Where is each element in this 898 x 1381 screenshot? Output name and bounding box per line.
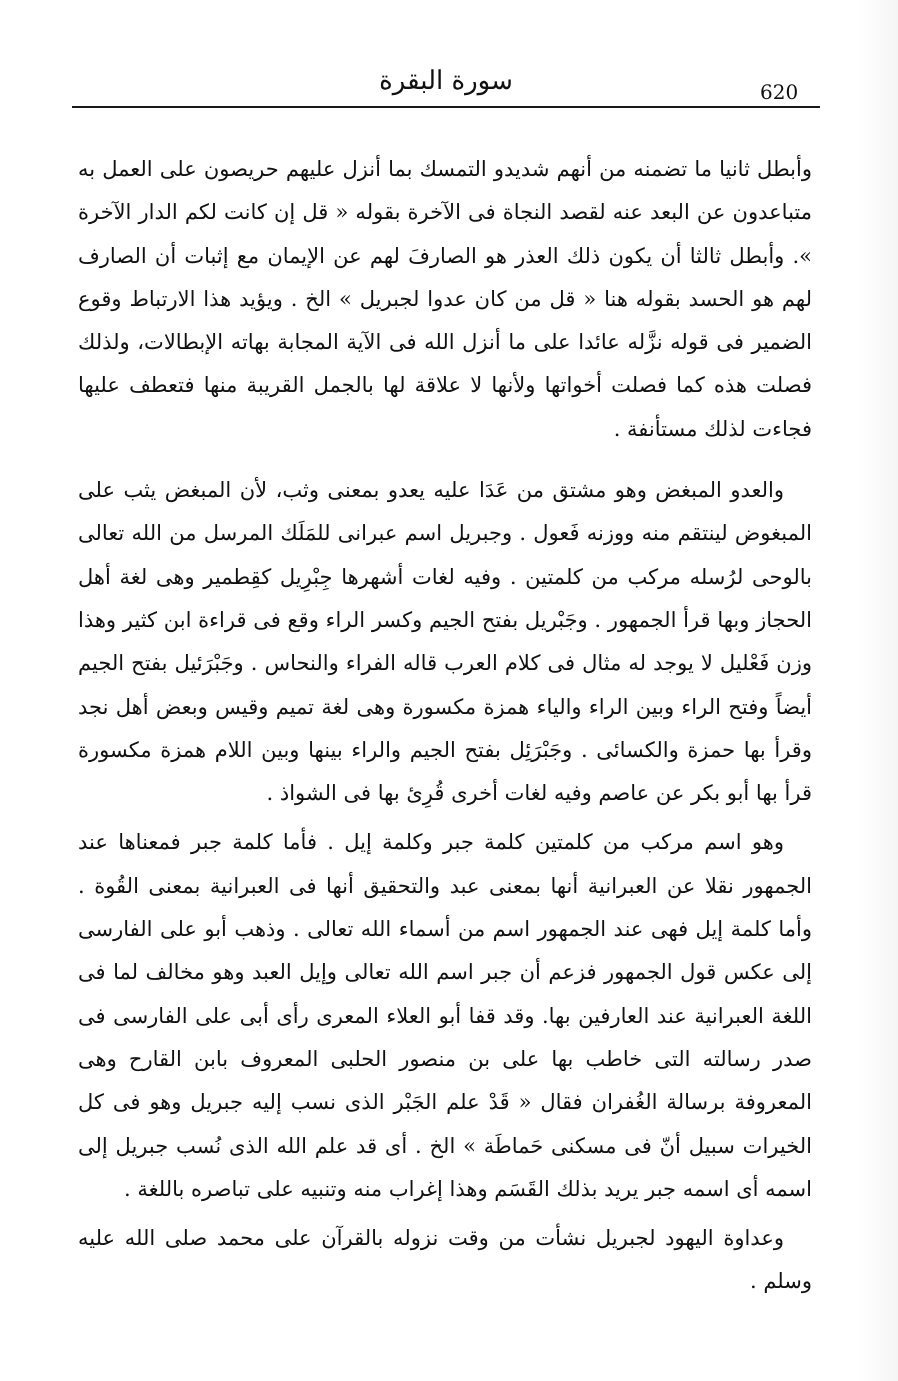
paragraph-1: وأبطل ثانيا ما تضمنه من أنهم شديدو التمسك بما أنزل عليهم حريصون على العمل به متباعدون عن البعد عنه لقصد النجاة فى الآخرة بقوله « قل إن كانت لكم الدار الآخرة ». وأبطل ثالثا أن يكون ذلك العذر هو الصارفَ لهم عن الإيمان مع إثبات أن الصارف لهم هو الحسد بقوله هنا « قل من كان عدوا لجبريل » الخ . ويؤيد هذا الارتباط وقوع الضمير فى قوله نزَّله عائدا على ما أنزل الله فى الآية المجابة بهاته الإبطالات، ولذلك فصلت هذه كما فصلت أخواتها ولأنها لا علاقة لها بالجمل القريبة منها فتعطف عليها فجاءت لذلك مستأنفة .	[78, 157, 813, 441]
paragraph-2: والعدو المبغض وهو مشتق من عَدَا عليه يعدو بمعنى وثب، لأن المبغض يثب على المبغوض لينتقم منه ووزنه فَعول . وجبريل اسم عبرانى للمَلَك المرسل من الله تعالى بالوحى لرُسله مركب من كلمتين . وفيه لغات أشهرها جِبْرِيل كقِطمير وهى لغة أهل الحجاز وبها قرأ الجمهور . وجَبْريل بفتح الجيم وكسر الراء وقع فى قراءة ابن كثير وهذا وزن فَعْليل لا يوجد له مثال فى كلام العرب قاله الفراء والنحاس . وجَبْرَئيل بفتح الجيم أيضاً وفتح الراء وبين الراء والياء همزة مكسورة وهى لغة تميم وقيس وبعض أهل نجد وقرأ بها حمزة والكسائى . وجَبْرَئِل بفتح الجيم والراء بينها وبين اللام همزة مكسورة قرأ بها أبو بكر عن عاصم وفيه لغات أخرى قُرِئ بها فى الشواذ .	[78, 478, 812, 806]
body-text	[78, 148, 812, 1304]
page-header	[72, 60, 820, 116]
page-edge-shadow	[858, 0, 898, 1381]
page-title: سورة البقرة	[379, 66, 513, 96]
header-divider	[72, 106, 820, 108]
paragraph-4: وعداوة اليهود لجبريل نشأت من وقت نزوله بالقرآن على محمد صلى الله عليه وسلم .	[78, 1226, 812, 1294]
page-number: 620	[760, 80, 799, 104]
paragraph-3: وهو اسم مركب من كلمتين كلمة جبر وكلمة إيل . فأما كلمة جبر فمعناها عند الجمهور نقلا عن العبرانية أنها بمعنى عبد والتحقيق أنها فى العبرانية بمعنى القُوة . وأما كلمة إيل فهى عند الجمهور اسم من أسماء الله تعالى . وذهب أبو على الفارسى إلى عكس قول الجمهور فزعم أن جبر اسم الله تعالى وإيل العبد وهو مخالف لما فى اللغة العبرانية عند العارفين بها. وقد قفا أبو العلاء المعرى رأى أبى على الفارسى فى صدر رسالته التى خاطب بها على بن منصور الحلبى المعروف بابن القارح وهى المعروفة برسالة الغُفران فقال « قَدْ علم الجَبْر الذى نسب إليه جبريل وهو فى كل الخيرات سبيل أنّ فى مسكنى حَماطَة » الخ . أى قد علم الله الذى نُسب جبريل إلى اسمه أى اسمه جبر يريد بذلك القَسَم وهذا إغراب منه وتنبيه على تباصره باللغة .	[78, 830, 812, 1201]
